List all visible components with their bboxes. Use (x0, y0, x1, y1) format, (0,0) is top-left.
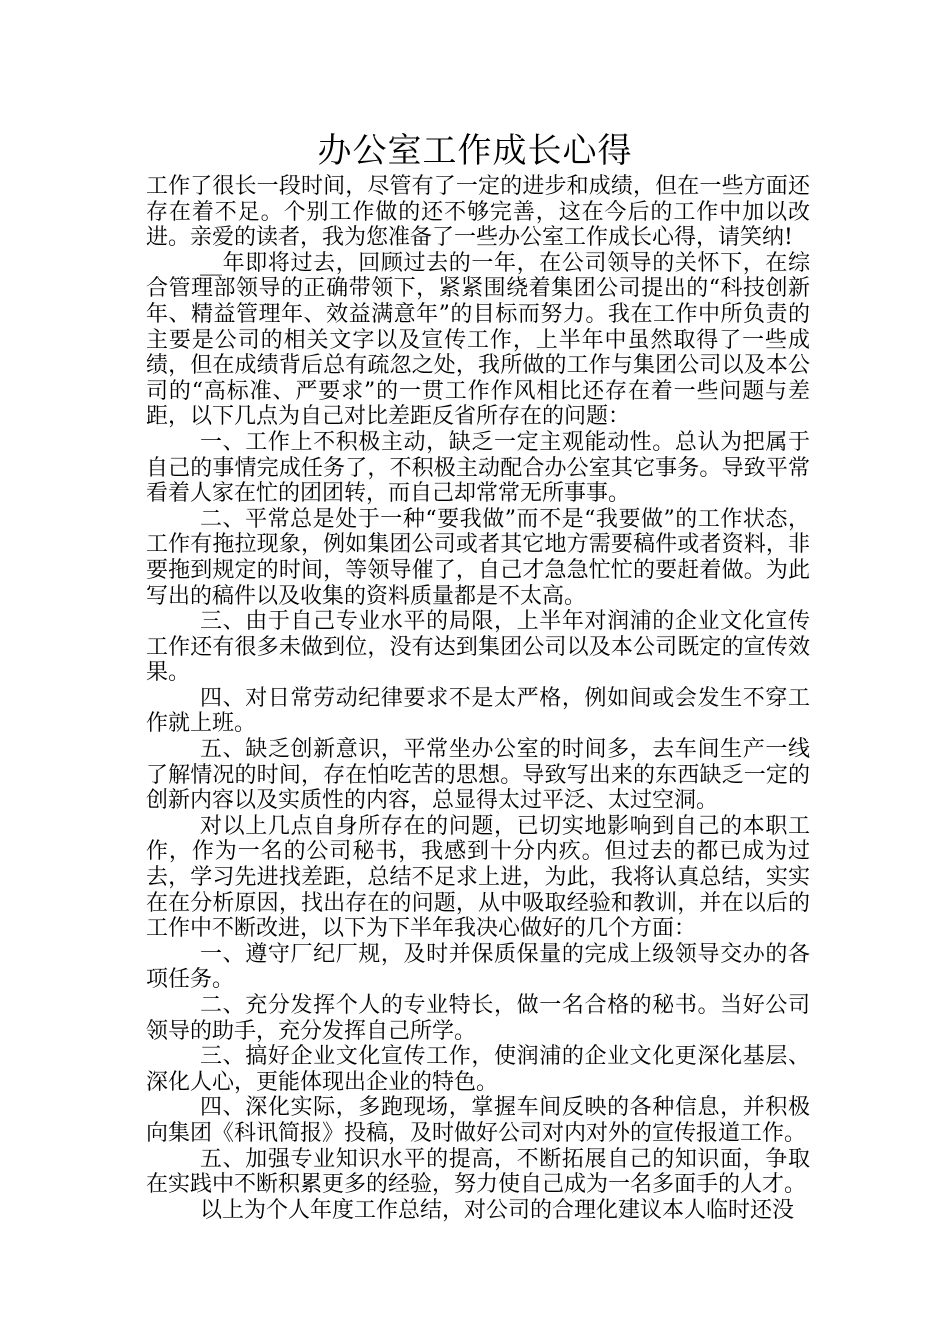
paragraph-review: __年即将过去，回顾过去的一年，在公司领导的关怀下，在综合管理部领导的正确带领下，紧紧围绕着集团公司提出的“科技创新年、精益管理年、效益满意年”的目标而努力。我在工作中所负责的主要是公司的相关文字以及宣传工作，上半年中虽然取得了一些成绩，但在成绩背后总有疏忽之处，我所做的工作与集团公司以及本公司的“高标准、严要求”的一贯工作作风相比还存在着一些问题与差距，以下几点为自己对比差距反省所存在的问题： (146, 250, 810, 430)
paragraph-problem-2: 二、平常总是处于一种“要我做”而不是“我要做”的工作状态，工作有拖拉现象，例如集团公司或者其它地方需要稿件或者资料，非要拖到规定的时间，等领导催了，自己才急急忙忙的要赶着做。为此写出的稿件以及收集的资料质量都是不太高。 (146, 506, 810, 609)
paragraph-problem-3: 三、由于自己专业水平的局限，上半年对润浦的企业文化宣传工作还有很多未做到位，没有达到集团公司以及本公司既定的宣传效果。 (146, 609, 810, 686)
paragraph-plan-1: 一、遵守厂纪厂规，及时并保质保量的完成上级领导交办的各项任务。 (146, 941, 810, 993)
paragraph-plan-4: 四、深化实际，多跑现场，掌握车间反映的各种信息，并积极向集团《科讯简报》投稿，及时做好公司对内对外的宣传报道工作。 (146, 1095, 810, 1146)
paragraph-plan-2: 二、充分发挥个人的专业特长，做一名合格的秘书。当好公司领导的助手，充分发挥自己所学。 (146, 993, 810, 1044)
document-title: 办公室工作成长心得 (317, 131, 633, 171)
paragraph-problem-5: 五、缺乏创新意识，平常坐办公室的时间多，去车间生产一线了解情况的时间，存在怕吃苦的思想。导致写出来的东西缺乏一定的创新内容以及实质性的内容，总显得太过平泛、太过空洞。 (146, 737, 810, 814)
paragraph-plan-5: 五、加强专业知识水平的提高，不断拓展自己的知识面，争取在实践中不断积累更多的经验，努力使自己成为一名多面手的人才。 (146, 1146, 810, 1198)
paragraph-problem-4: 四、对日常劳动纪律要求不是太严格，例如间或会发生不穿工作就上班。 (146, 685, 810, 737)
document-body (146, 174, 810, 1223)
paragraph-plan-3: 三、搞好企业文化宣传工作，使润浦的企业文化更深化基层、深化人心，更能体现出企业的特色。 (146, 1044, 810, 1095)
paragraph-reflection: 对以上几点自身所存在的问题，已切实地影响到自己的本职工作，作为一名的公司秘书，我感到十分内疚。但过去的都已成为过去，学习先进找差距，总结不足求上进，为此，我将认真总结，实实在在分析原因，找出存在的问题，从中吸取经验和教训，并在以后的工作中不断改进，以下为下半年我决心做好的几个方面： (146, 813, 810, 942)
paragraph-problem-1: 一、工作上不积极主动，缺乏一定主观能动性。总认为把属于自己的事情完成任务了，不积极主动配合办公室其它事务。导致平常看着人家在忙的团团转，而自己却常常无所事事。 (146, 429, 810, 507)
paragraph-closing: 以上为个人年度工作总结，对公司的合理化建议本人临时还没 (200, 1197, 795, 1223)
paragraph-intro: 工作了很长一段时间，尽管有了一定的进步和成绩，但在一些方面还存在着不足。个别工作做的还不够完善，这在今后的工作中加以改进。亲爱的读者，我为您准备了一些办公室工作成长心得，请笑纳! (146, 174, 810, 251)
